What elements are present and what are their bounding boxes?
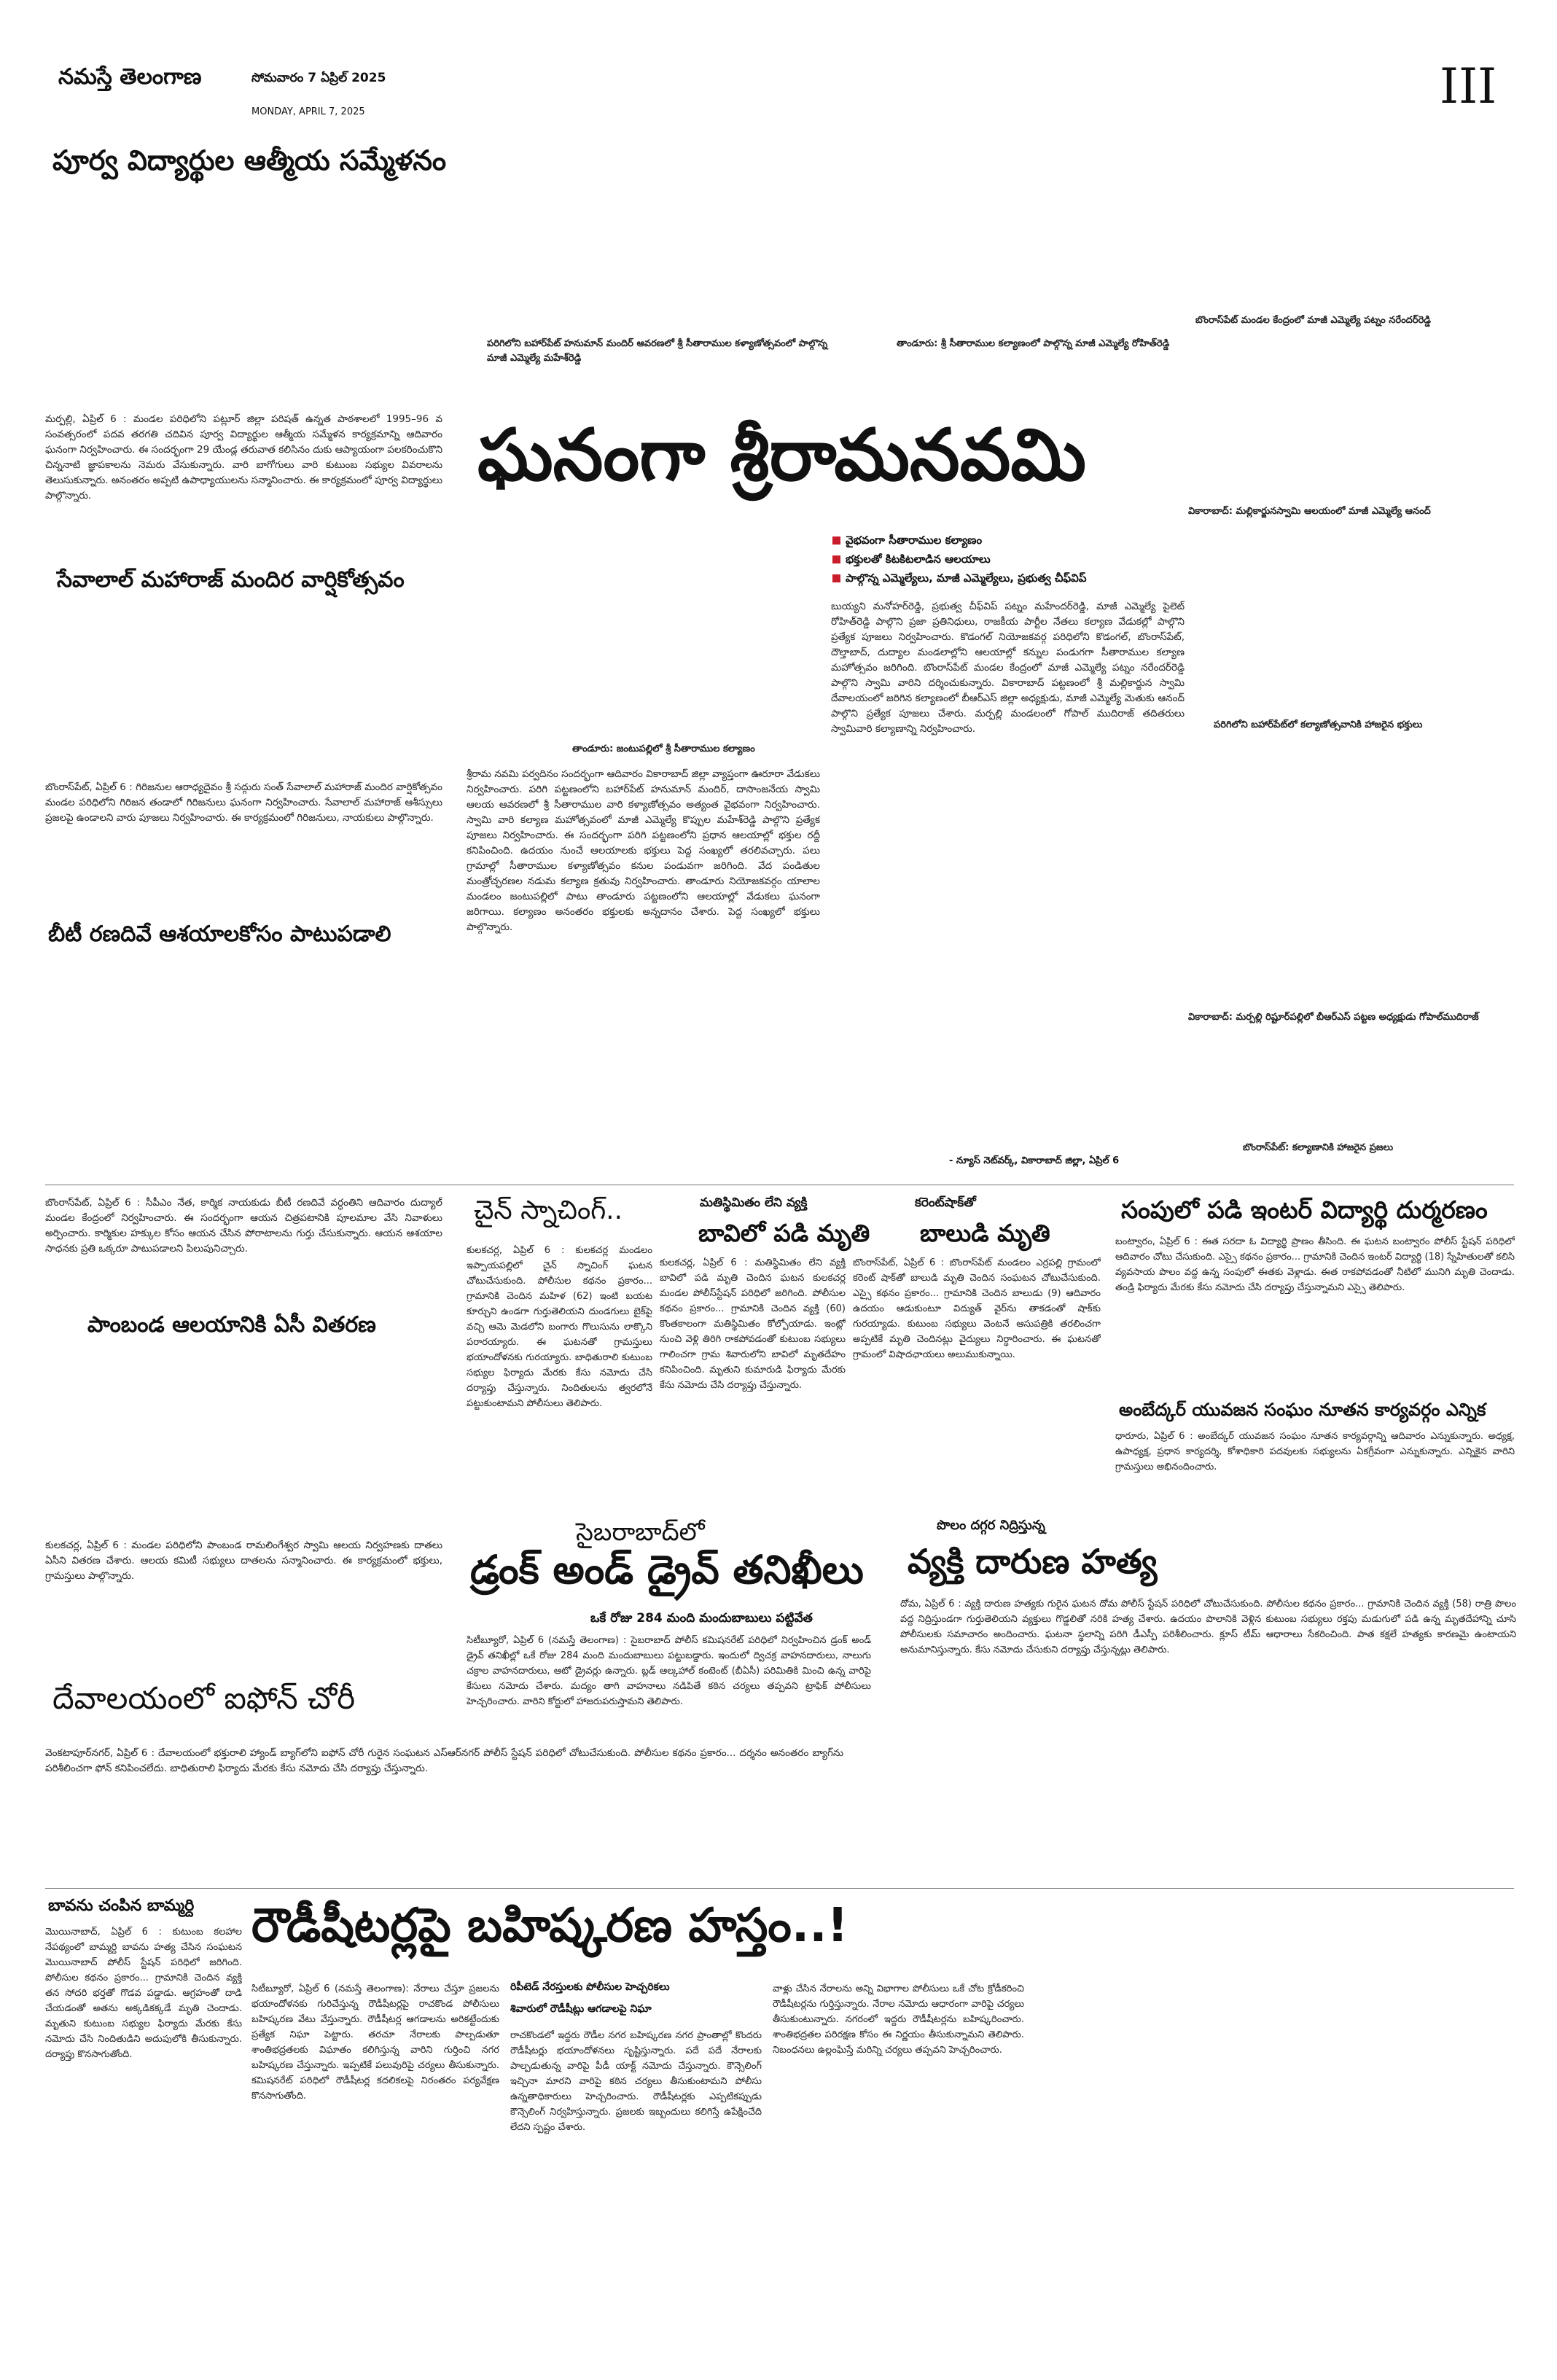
ranadive-headline: బీటీ రణదివే ఆశయాలకోసం పాటుపడాలి — [48, 921, 391, 947]
bavanu-headline: బావను చంపిన బామ్మర్ది — [48, 1897, 195, 1915]
rama-headline: ఘనంగా శ్రీరామనవమి — [477, 414, 1087, 497]
rama-caption-tandur: తాండూరు: శ్రీ సీతారాముల కల్యాణంలో పాల్గొన్న మాజీ ఎమ్మెల్యే రోహిత్‌రెడ్డి — [897, 338, 1170, 349]
ambedkar-body: ధారూరు, ఏప్రిల్ 6 : అంబేద్కర్ యువజన సంఘం నూతన కార్యవర్గాన్ని ఆదివారం ఎన్నుకున్నారు. అధ్యక్ష, ఉపాధ్యక్ష, ప్రధాన కార్యదర్శి, కోశాధికారి పదవులకు సభ్యులను ఏకగ్రీవంగా ఎన్నుకున్నారు. ఎన్నికైన వారిని గ్రామస్తులు అభినందించారు. — [1115, 1431, 1515, 1472]
rama-caption-vikarabad: వికారాబాద్: మల్లికార్జునస్వామి ఆలయంలో మాజీ ఎమ్మెల్యే ఆనంద్ — [1188, 506, 1431, 517]
chain-body: కులకచర్ల, ఏప్రిల్ 6 : కులకచర్ల మండలం ఇప్పాయపల్లిలో చైన్ స్నాచింగ్ ఘటన చోటుచేసుకుంది. పోలీసుల కథనం ప్రకారం... గ్రామానికి చెందిన మహిళ (62) ఇంటి బయట కూర్చుని ఉండగా గుర్తుతెలియని దుండగులు బైక్‌పై వచ్చి ఆమె మెడలోని బంగారు గొలుసును లాక్కొని పరారయ్యారు. ఈ ఘటనతో గ్రామస్తులు భయాందోళనకు గురయ్యారు. బాధితురాలి కుటుంబ సభ్యుల ఫిర్యాదు మేరకు కేసు నమోదు చేసి దర్యాప్తు చేస్తున్నారు. నిందితులను త్వరలోనే పట్టుకుంటామని పోలీసులు తెలిపారు. — [467, 1245, 652, 1409]
masthead-paper-name: నమస్తే తెలంగాణ — [58, 64, 202, 90]
section-divider — [45, 1888, 1514, 1889]
page-number: III — [1440, 58, 1497, 114]
rama-body-col2: బుయ్యని మనోహర్‌రెడ్డి, ప్రభుత్వ చీఫ్‌విప్ పట్నం మహేందర్‌రెడ్డి, మాజీ ఎమ్మెల్యే పైలెట్ రోహిత్‌రెడ్డి పాల్గొని ప్రజా ప్రతినిధులు, రాజకీయ పార్టీల నేతలు కల్యాణ వేడుకల్లో పాల్గొని ప్రత్యేక పూజలు నిర్వహించారు. కొడంగల్ నియోజకవర్గ పరిధిలోని కొడంగల్, బొంరాస్‌పేట్, దౌల్తాబాద్, దుద్యాల మండలాల్లోని ఆలయాల్లో కన్నుల పండుగగా సీతారాముల కల్యాణ మహోత్సవం జరిగింది. బొంరాస్‌పేట్ మండల కేంద్రంలో మాజీ ఎమ్మెల్యే పట్నం నరేందర్‌రెడ్డి పాల్గొని స్వామి వారిని దర్శించుకున్నారు. వికారాబాద్ పట్టణంలో శ్రీ మల్లికార్జున స్వామి దేవాలయంలో జరిగిన కల్యాణంలో బీఆర్‌ఎస్ జిల్లా అధ్యక్షుడు, మాజీ ఎమ్మెల్యే మెతుకు ఆనంద్ పాల్గొని ప్రత్యేక పూజలు చేశారు. మర్పల్లి మండలంలో గోపాల్ ముదిరాజ్ తదితరులు స్వామివారి కల్యాణాన్ని నిర్వహించారు. — [831, 601, 1185, 735]
rama-bullet-list — [832, 531, 1087, 588]
rama-caption-bomraspet: బొంరాస్‌పేట్ మండల కేంద్రంలో మాజీ ఎమ్మెల్యే పట్నం నరేందర్‌రెడ్డి — [1195, 315, 1431, 326]
rowdy-body-col2: రాచకొండలో ఇద్దరు రౌడీల నగర బహిష్కరణ నగర ప్రాంతాల్లో కొందరు రౌడీషీటర్లు భయాందోళనలు సృష్టిస్తున్నారు. పదే పదే నేరాలకు పాల్పడుతున్న వారిపై పీడీ యాక్ట్ నమోదు చేస్తున్నారు. కౌన్సెలింగ్ ఇచ్చినా మారని వారిపై కఠిన చర్యలు తీసుకుంటామని పోలీసు ఉన్నతాధికారులు హెచ్చరించారు. రౌడీషీటర్లకు ఎప్పటికప్పుడు కౌన్సెలింగ్ నిర్వహిస్తున్నారు. ప్రజలకు ఇబ్బందులు కలిగిస్తే ఉపేక్షించేది లేదని స్పష్టం చేశారు. — [510, 2030, 762, 2133]
bavi-headline: బావిలో పడి మృతి — [698, 1219, 870, 1247]
drunk-body: సిటీబ్యూరో, ఏప్రిల్ 6 (నమస్తే తెలంగాణ) : సైబరాబాద్ పోలీస్ కమిషనరేట్ పరిధిలో నిర్వహించిన డ్రంక్ అండ్ డ్రైవ్ తనిఖీల్లో ఒకే రోజు 284 మంది మందుబాబులు పట్టుబడ్డారు. ఇందులో ద్విచక్ర వాహనదారులు, నాలుగు చక్రాల వాహనదారులు, ఆటో డ్రైవర్లు ఉన్నారు. బ్లడ్ ఆల్కహాల్ కంటెంట్ (బీఏసీ) పరిమితికి మించి ఉన్న వారిపై కేసులు నమోదు చేశారు. మద్యం తాగి వాహనాలు నడిపితే కఠిన చర్యలు తప్పవని ట్రాఫిక్ పోలీసులు హెచ్చరించారు. వారిని కోర్టులో హాజరుపరుస్తామని తెలిపారు. — [467, 1635, 871, 1707]
murder-body: దోమ, ఏప్రిల్ 6 : వ్యక్తి దారుణ హత్యకు గురైన ఘటన దోమ పోలీస్ స్టేషన్ పరిధిలో చోటుచేసుకుంది. పోలీసుల కథనం ప్రకారం... గ్రామానికి చెందిన వ్యక్తి (58) రాత్రి పొలం వద్ద నిద్రిస్తుండగా గుర్తుతెలియని వ్యక్తులు గొడ్డలితో నరికి హత్య చేశారు. ఉదయం పొలానికి వెళ్లిన కుటుంబ సభ్యులు రక్తపు మడుగులో పడి ఉన్న మృతదేహాన్ని చూసి పోలీసులకు సమాచారం అందించారు. ఘటనా స్థలాన్ని పరిగి డీఎస్పీ పరిశీలించారు. క్లూస్ టీమ్ ఆధారాలు సేకరించింది. పాత కక్షలే హత్యకు కారణమై ఉంటాయని అనుమానిస్తున్నారు. కేసు నమోదు చేసుకుని దర్యాప్తు చేస్తున్నట్లు తెలిపారు. — [900, 1599, 1516, 1655]
drunk-headline: డ్రంక్ అండ్ డ్రైవ్ తనిఖీలు — [470, 1547, 864, 1593]
sevalal-body: బొంరాస్‌పేట్, ఏప్రిల్ 6 : గిరిజనుల ఆరాధ్యదైవం శ్రీ సద్గురు సంత్ సేవాలాల్ మహారాజ్ మందిర వార్షికోత్సవం మండల పరిధిలోని గిరిజన తండాలో గిరిజనులు ఘనంగా నిర్వహించారు. సేవాలాల్ మహారాజ్ ఆశీస్సులు ప్రజలపై ఉండాలని వారు పూజలు నిర్వహించారు. ఈ కార్యక్రమంలో గిరిజనులు, నాయకులు పాల్గొన్నారు. — [45, 781, 442, 824]
balika-body: బొంరాస్‌పేట్, ఏప్రిల్ 6 : బొంరాస్‌పేట్ మండలం ఎర్రపల్లి గ్రామంలో కరెంట్ షాక్‌తో బాలుడి మృతి చెందిన సంఘటన చోటుచేసుకుంది. ఎస్సై కథనం ప్రకారం... గ్రామానికి చెందిన బాలుడు (9) ఆదివారం ఉదయం ఆడుకుంటూ విద్యుత్ వైర్‌ను తాకడంతో షాక్‌కు గురయ్యాడు. కుటుంబ సభ్యులు వెంటనే ఆసుపత్రికి తరలించగా అప్పటికే మృతి చెందినట్లు వైద్యులు నిర్ధారించారు. ఈ ఘటనతో గ్రామంలో విషాదఛాయలు అలుముకున్నాయి. — [853, 1257, 1101, 1360]
rowdy-subhead-2: శివారులో రౌడీషీట్లు ఆగడాలపై నిఘా — [510, 2003, 652, 2015]
rama-caption-parigi-devotees: పరిగిలోని బహార్‌పేట్‌లో కల్యాణోత్సవానికి హాజరైన భక్తులు — [1214, 719, 1423, 730]
alumni-body: మర్పల్లి, ఏప్రిల్ 6 : మండల పరిధిలోని పట్లూర్ జిల్లా పరిషత్ ఉన్నత పాఠశాలలో 1995–96 వ సంవత్సరంలో పదవ తరగతి చదివిన పూర్వ విద్యార్థుల ఆత్మీయ సమ్మేళన కార్యక్రమాన్ని ఆదివారం ఘనంగా నిర్వహించారు. ఈ సందర్భంగా 29 యేండ్ల తరువాత కలిసినం దుకు ఆప్యాయంగా పలకరించుకొని చిన్ననాటి జ్ఞాపకాలను నెమరు వేసుకున్నారు. వారి బాగోగులు వారి కుటుంబ సభ్యుల వివరాలను తెలుసుకున్నారు. అనంతరం అప్పటి ఉపాధ్యాయులను సన్మానించారు. ఈ కార్యక్రమంలో పూర్వ విద్యార్థులు పాల్గొన్నారు. — [45, 413, 442, 502]
alumni-headline: పూర్వ విద్యార్థుల ఆత్మీయ సమ్మేళనం — [52, 144, 447, 176]
rama-bullet-2: భక్తులతో కిటకిటలాడిన ఆలయాలు — [832, 550, 1087, 569]
bavi-kicker: మతిస్థిమితం లేని వ్యక్తి — [700, 1195, 808, 1210]
bullet-square-icon — [832, 574, 840, 582]
rama-caption-bomraspet-people: బొంరాస్‌పేట్: కల్యాణానికి హాజరైన ప్రజలు — [1243, 1142, 1394, 1153]
rama-body-col1: శ్రీరామ నవమి పర్వదినం సందర్భంగా ఆదివారం వికారాబాద్ జిల్లా వ్యాప్తంగా ఊరూరా వేడుకలు నిర్వహించారు. పరిగి పట్టణంలోని బహార్‌పేట్ హనుమాన్ మందిర్, దాసాంజనేయ స్వామి ఆలయ ఆవరణలో శ్రీ సీతారాముల వారి కళ్యాణోత్సవం అత్యంత వైభవంగా నిర్వహించారు. స్వామి వారి కల్యాణ మహోత్సవంలో మాజీ ఎమ్మెల్యే కొప్పుల మహేశ్‌రెడ్డి పాల్గొని ప్రత్యేక పూజలు నిర్వహించారు. ఈ సందర్భంగా పరిగి పట్టణంలోని ప్రధాన ఆలయాల్లో భక్తుల రద్దీ కనిపించింది. ఉదయం నుంచే ఆలయాలకు భక్తులు పెద్ద సంఖ్యలో తరలివచ్చారు. పలు గ్రామాల్లో సీతారాముల కళ్యాణోత్సవం కనుల పండువగా జరిగింది. వేద పండితుల మంత్రోచ్ఛరణల నడుమ కల్యాణ క్రతువు నిర్వహించారు. తాండూరు నియోజకవర్గం యాలాల మండలం జంటుపల్లిలో పాటు తాండూరు పట్టణంలోని ఆలయాల్లో వేడుకలు ఘనంగా జరిగాయి. కల్యాణం అనంతరం భక్తులకు అన్నదానం చేశారు. పెద్ద సంఖ్యలో భక్తులు పాల్గొన్నారు. — [467, 768, 820, 933]
sevalal-headline: సేవాలాల్ మహారాజ్ మందిర వార్షికోత్సవం — [57, 567, 405, 593]
rama-caption-jantupalli: తాండూరు: జంటుపల్లిలో శ్రీ సీతారాముల కల్యాణం — [572, 744, 755, 754]
balika-headline: బాలుడి మృతి — [920, 1219, 1050, 1247]
sampu-body: బంట్వారం, ఏప్రిల్ 6 : ఈత సరదా ఓ విద్యార్థి ప్రాణం తీసింది. ఈ ఘటన బంట్వారం పోలీస్ స్టేషన్ పరిధిలో ఆదివారం చోటు చేసుకుంది. ఎస్సై కథనం ప్రకారం... గ్రామానికి చెందిన ఇంటర్ విద్యార్థి (18) స్నేహితులతో కలిసి వ్యవసాయ పొలం వద్ద ఉన్న సంపులో ఈతకు వెళ్లాడు. ఈత రాకపోవడంతో నీటిలో మునిగి మృతి చెందాడు. తండ్రి ఫిర్యాదు మేరకు కేసు నమోదు చేసి దర్యాప్తు చేస్తున్నామని ఎస్సై తెలిపారు. — [1115, 1236, 1515, 1293]
chain-headline: చైన్ స్నాచింగ్‌.. — [474, 1195, 623, 1225]
rama-bullet-3: పాల్గొన్న ఎమ్మెల్యేలు, మాజీ ఎమ్మెల్యేలు, ప్రభుత్వ చీఫ్‌విప్ — [832, 569, 1087, 588]
rowdy-headline: రౌడీషీటర్లపై బహిష్కరణ హస్తం..! — [251, 1899, 848, 1953]
bavi-body: కులకచర్ల, ఏప్రిల్ 6 : మతిస్థిమితం లేని వ్యక్తి బావిలో పడి మృతి చెందిన ఘటన కులకచర్ల మండల పోలీస్‌స్టేషన్ పరిధిలో జరిగింది. పోలీసుల కథనం ప్రకారం... గ్రామానికి చెందిన వ్యక్తి (60) కొంతకాలంగా మతిస్థిమితం కోల్పోయాడు. ఇంట్లో నుంచి వెళ్లి తిరిగి రాకపోవడంతో కుటుంబ సభ్యులు గాలించగా గ్రామ శివారులోని బావిలో మృతదేహం కనిపించింది. మృతుని కుమారుడి ఫిర్యాదు మేరకు కేసు నమోదు చేసి దర్యాప్తు చేస్తున్నారు. — [660, 1257, 846, 1391]
iphone-headline: దేవాలయంలో ఐఫోన్ చోరీ — [52, 1680, 356, 1716]
rowdy-subhead-1: రిపీటెడ్ నేరస్తులకు పోలీసుల హెచ్చరికలు — [510, 1981, 670, 1993]
ambedkar-headline: అంబేద్కర్ యువజన సంఘం నూతన కార్యవర్గం ఎన్నిక — [1119, 1400, 1486, 1420]
drunk-subhead: ఒకే రోజు 284 మంది మందుబాబులు పట్టివేత — [590, 1611, 813, 1626]
balika-kicker: కరెంట్‌షాక్‌తో — [915, 1195, 976, 1210]
rama-bullet-1: వైభవంగా సీతారాముల కల్యాణం — [832, 531, 1087, 550]
pambanda-headline: పాంబండ ఆలయానికి ఏసీ వితరణ — [87, 1312, 376, 1338]
murder-headline: వ్యక్తి దారుణ హత్య — [908, 1542, 1158, 1581]
bullet-square-icon — [832, 537, 840, 545]
rowdy-body-col1: సిటీబ్యూరో, ఏప్రిల్ 6 (నమస్తే తెలంగాణ): నేరాలు చేస్తూ ప్రజలను భయాందోళనకు గురిచేస్తున్న రౌడీషీటర్లపై రాచకొండ పోలీసులు బహిష్కరణ వేటు వేస్తున్నారు. రౌడీషీటర్ల ఆగడాలను అరికట్టేందుకు ప్రత్యేక నిఘా పెట్టారు. తరచూ నేరాలకు పాల్పడుతూ శాంతిభద్రతలకు విఘాతం కలిగిస్తున్న వారిని గుర్తించి నగర బహిష్కరణ చేస్తున్నారు. ఇప్పటికే పలువురిపై చర్యలు తీసుకున్నారు. కమిషనరేట్ పరిధిలో రౌడీషీటర్ల కదలికలపై నిరంతరం పర్యవేక్షణ కొనసాగుతోంది. — [251, 1983, 499, 2102]
sampu-headline: సంపులో పడి ఇంటర్ విద్యార్థి దుర్మరణం — [1121, 1195, 1488, 1224]
drunk-kicker: సైబరాబాద్‌లో — [576, 1518, 705, 1547]
masthead-date-english: MONDAY, APRIL 7, 2025 — [251, 106, 365, 117]
masthead-date-telugu: సోమవారం 7 ఏప్రిల్ 2025 — [251, 71, 386, 85]
rowdy-body-col3: వాళ్లు చేసిన నేరాలను అన్ని విభాగాల పోలీసులు ఒకే చోట క్రోడీకరించి రౌడీషీటర్లను గుర్తిస్తున్నారు. నేరాల నమోదు ఆధారంగా వారిపై చర్యలు తీసుకుంటున్నారు. నగరంలో ఇద్దరు రౌడీషీటర్లను బహిష్కరించారు. శాంతిభద్రతల పరిరక్షణ కోసం ఈ నిర్ణయం తీసుకున్నామని తెలిపారు. నిబంధనలు ఉల్లంఘిస్తే మరిన్ని చర్యలు తప్పవని హెచ్చరించారు. — [773, 1983, 1024, 2056]
iphone-body: వెంకటాపూర్‌నగర్, ఏప్రిల్ 6 : దేవాలయంలో భక్తురాలి హ్యాండ్ బ్యాగ్‌లోని ఐఫోన్ చోరీ గురైన సంఘటన ఎస్‌ఆర్‌నగర్ పోలీస్ స్టేషన్ పరిధిలో చోటుచేసుకుంది. పోలీసుల కథనం ప్రకారం... దర్శనం అనంతరం బ్యాగ్‌ను పరిశీలించగా ఫోన్ కనిపించలేదు. బాధితురాలి ఫిర్యాదు మేరకు కేసు నమోదు చేసి దర్యాప్తు చేస్తున్నారు. — [45, 1747, 843, 1774]
murder-kicker: పొలం దగ్గర నిద్రిస్తున్న — [937, 1518, 1045, 1533]
rama-caption-marpally: వికారాబాద్: మర్పల్లి రిష్టూర్‌పల్లిలో బీఆర్‌ఎస్ పట్టణ అధ్యక్షుడు గోపాల్‌ముదిరాజ్ — [1188, 1012, 1479, 1023]
pambanda-body: కులకచర్ల, ఏప్రిల్ 6 : మండల పరిధిలోని పాంబండ రామలింగేశ్వర స్వామి ఆలయ నిర్వహణకు దాతలు ఏసీని వితరణ చేశారు. ఆలయ కమిటీ సభ్యులు దాతలను సన్మానించారు. ఈ కార్యక్రమంలో భక్తులు, గ్రామస్తులు పాల్గొన్నారు. — [45, 1540, 442, 1582]
rama-caption-parigi: పరిగిలోని బహార్‌పేట్ హనుమాన్ మందిర్ ఆవరణలో శ్రీ సీతారాముల కళ్యాణోత్సవంలో పాల్గొన్న మాజీ ఎమ్మెల్యే మహేశ్‌రెడ్డి — [487, 338, 828, 364]
ranadive-body: బొంరాస్‌పేట్, ఏప్రిల్ 6 : సీపీఎం నేత, కార్మిక నాయకుడు బీటీ రణదివే వర్ధంతిని ఆదివారం దుద్యాల్ మండల కేంద్రంలో నిర్వహించారు. ఈ సందర్భంగా ఆయన చిత్రపటానికి పూలమాల వేసి నివాళులు అర్పించారు. కార్మికుల హక్కుల కోసం ఆయన చేసిన పోరాటాలను గుర్తు చేసుకున్నారు. ఆయన ఆశయాల సాధనకు ప్రతి ఒక్కరూ పాటుపడాలని పిలుపునిచ్చారు. — [45, 1197, 442, 1255]
rama-byline: - న్యూస్ నెట్‌వర్క్, వికారాబాద్ జిల్లా, ఏప్రిల్ 6 — [949, 1155, 1120, 1166]
bavanu-body: మొయినాబాద్, ఏప్రిల్ 6 : కుటుంబ కలహాల నేపథ్యంలో బామ్మర్ది బావను హత్య చేసిన సంఘటన మొయినాబాద్ పోలీస్ స్టేషన్ పరిధిలో జరిగింది. పోలీసుల కథనం ప్రకారం... గ్రామానికి చెందిన వ్యక్తి తన సోదరి భర్తతో గొడవ పడ్డాడు. ఆగ్రహంతో దాడి చేయడంతో అతను అక్కడికక్కడే మృతి చెందాడు. మృతుని కుటుంబ సభ్యుల ఫిర్యాదు మేరకు కేసు నమోదు చేసి నిందితుడిని అదుపులోకి తీసుకున్నారు. దర్యాప్తు కొనసాగుతోంది. — [45, 1927, 242, 2060]
bullet-square-icon — [832, 555, 840, 563]
